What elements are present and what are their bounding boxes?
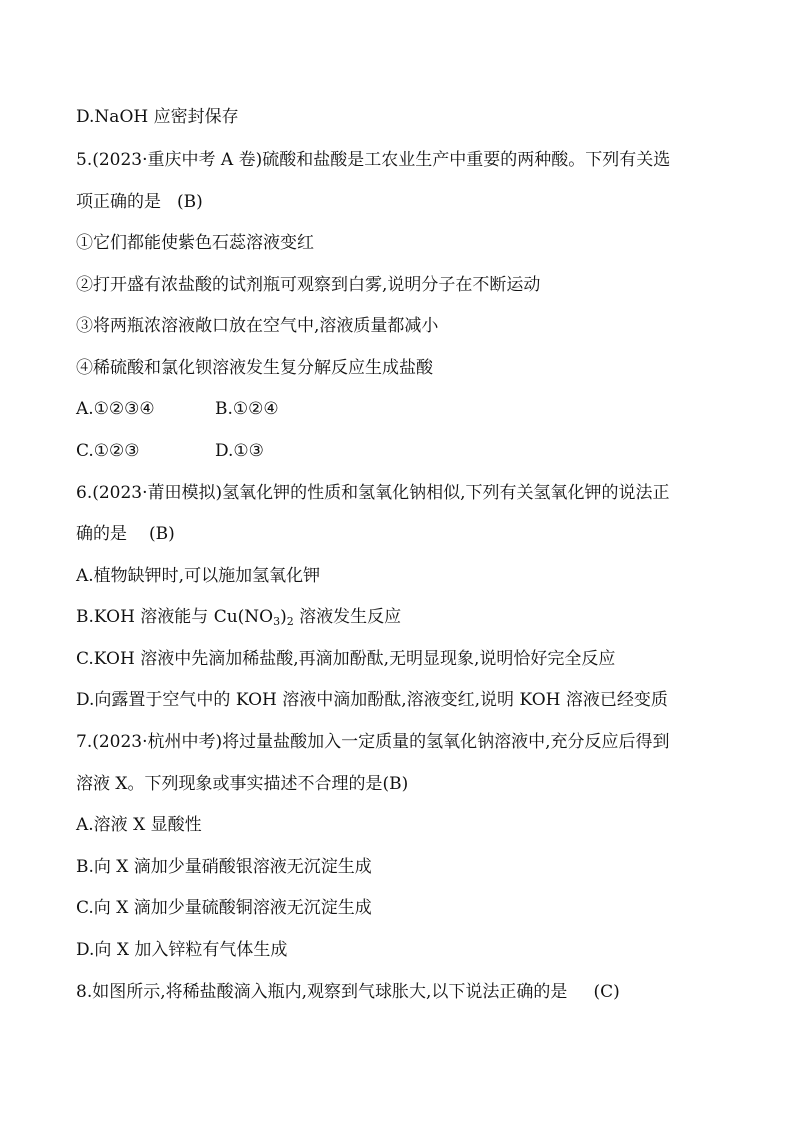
q5-statement-1 <box>76 232 314 254</box>
line-text: D.向 X 加入锌粒有气体生成 <box>76 940 288 960</box>
q5-option-d <box>215 440 264 462</box>
line-text: ④稀硫酸和氯化钡溶液发生复分解反应生成盐酸 <box>76 358 433 378</box>
q5-option-a <box>76 398 155 420</box>
q7-option-d <box>76 939 287 961</box>
line-text: 溶液发生反应 <box>293 607 402 627</box>
line-text: D.①③ <box>215 441 264 461</box>
line-text: D.向露置于空气中的 KOH 溶液中滴加酚酞,溶液变红,说明 KOH 溶液已经变质 <box>76 690 668 710</box>
answer-mark: (B) <box>177 192 203 212</box>
line-text: B.向 X 滴加少量硝酸银溶液无沉淀生成 <box>76 857 372 877</box>
line-text: C.①②③ <box>76 441 140 461</box>
q6-option-c <box>76 648 615 670</box>
line-text: B.①②④ <box>215 399 279 419</box>
line-text: 确的是 <box>76 524 127 544</box>
line-text: ) <box>280 607 287 627</box>
q7-option-c <box>76 897 372 919</box>
q6-option-a <box>76 565 320 587</box>
q7-stem-line-1 <box>76 731 670 753</box>
line-text: C.KOH 溶液中先滴加稀盐酸,再滴加酚酞,无明显现象,说明恰好完全反应 <box>76 649 616 669</box>
q6-option-b <box>76 606 401 628</box>
subscript: 2 <box>286 615 294 628</box>
line-text: 6.(2023·莆田模拟)氢氧化钾的性质和氢氧化钠相似,下列有关氢氧化钾的说法正 <box>76 483 670 503</box>
line-text: ①它们都能使紫色石蕊溶液变红 <box>76 233 314 253</box>
q4-option-d <box>76 106 239 128</box>
q5-stem-line-2 <box>76 191 203 213</box>
q7-option-a <box>76 814 202 836</box>
q5-option-c <box>76 440 140 462</box>
q6-stem-line-1 <box>76 482 670 504</box>
line-text: 溶液 X。下列现象或事实描述不合理的是(B) <box>76 774 409 794</box>
q5-stem-line-1 <box>76 149 670 171</box>
answer-mark: (C) <box>593 982 620 1002</box>
line-text: D.NaOH 应密封保存 <box>76 107 239 127</box>
line-text: C.向 X 滴加少量硫酸铜溶液无沉淀生成 <box>76 898 372 918</box>
line-text: A.溶液 X 显酸性 <box>76 815 202 835</box>
answer-mark: (B) <box>149 524 175 544</box>
subscript: 3 <box>273 615 281 628</box>
q5-statement-4 <box>76 357 433 379</box>
q8-stem-line-1 <box>76 981 620 1003</box>
line-text: 5.(2023·重庆中考 A 卷)硫酸和盐酸是工农业生产中重要的两种酸。下列有关选 <box>76 150 671 170</box>
q5-statement-2 <box>76 274 540 296</box>
q6-option-d <box>76 689 668 711</box>
q6-stem-line-2 <box>76 523 175 545</box>
line-text: A.①②③④ <box>76 399 155 419</box>
line-text: ②打开盛有浓盐酸的试剂瓶可观察到白雾,说明分子在不断运动 <box>76 275 541 295</box>
line-text: 7.(2023·杭州中考)将过量盐酸加入一定质量的氢氧化钠溶液中,充分反应后得到 <box>76 732 670 752</box>
q5-option-b <box>215 398 279 420</box>
line-text: 8.如图所示,将稀盐酸滴入瓶内,观察到气球胀大,以下说法正确的是 <box>76 982 568 1002</box>
line-text: B.KOH 溶液能与 Cu(NO <box>76 607 274 627</box>
line-text: A.植物缺钾时,可以施加氢氧化钾 <box>76 566 321 586</box>
q7-option-b <box>76 856 372 878</box>
q7-stem-line-2 <box>76 773 408 795</box>
q5-statement-3 <box>76 315 438 337</box>
line-text: 项正确的是 <box>76 192 161 212</box>
line-text: ③将两瓶浓溶液敞口放在空气中,溶液质量都减小 <box>76 316 439 336</box>
